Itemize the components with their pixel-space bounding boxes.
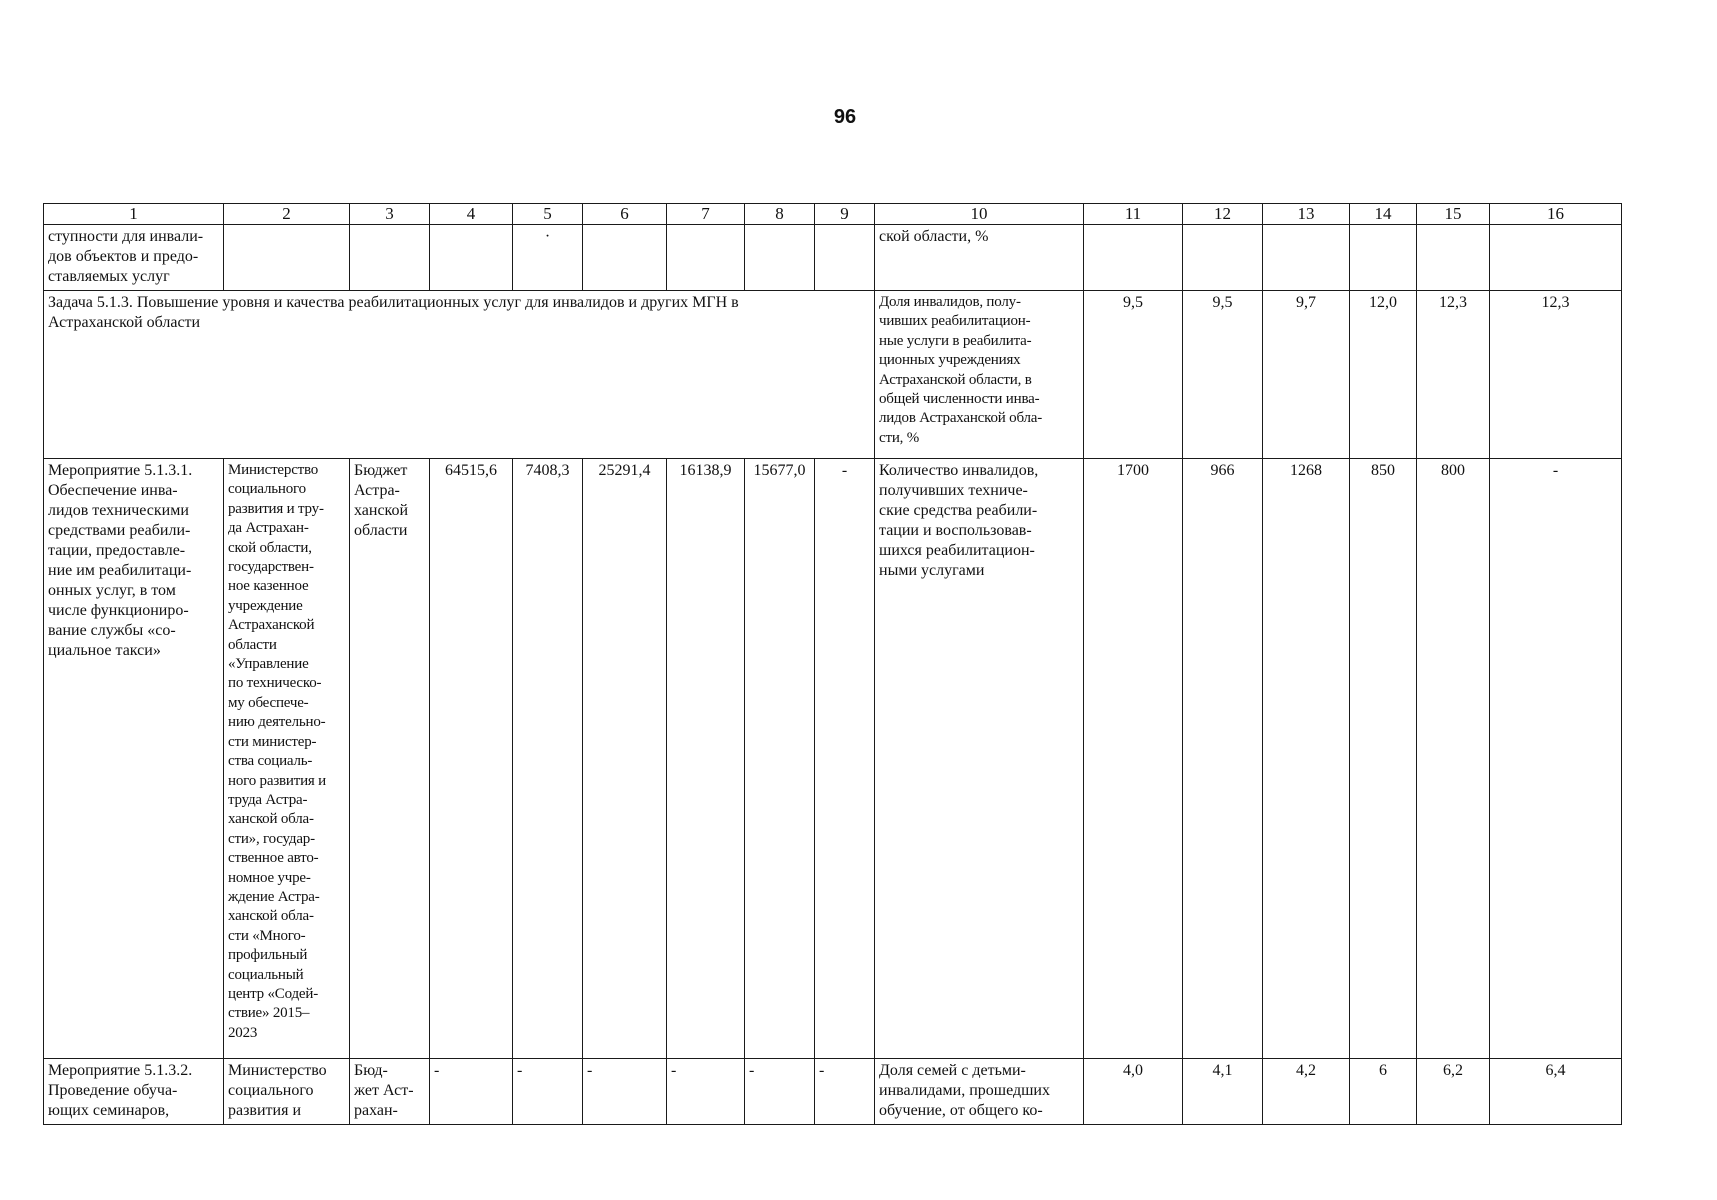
- measure-1-value-14: 850: [1350, 459, 1417, 1059]
- measure-2-finance-6: -: [583, 1059, 667, 1125]
- column-number-row: [44, 204, 1622, 225]
- measure-1-executor-cell: Министерство социального развития и тру- да Астрахан- ской области, государствен- ное казенное учреждение Астраханской области «Управление по техническо- му обеспече- нию деятельно- сти министер- ства социаль- ного развития и труда Астра- ханской обла- сти», государ- ственное авто- номное учре- ждение Астра- ханской обла- сти «Много- профильный социальный центр «Содей- ствие» 2015– 2023: [224, 459, 350, 1059]
- measure-2-name-cell: Мероприятие 5.1.3.2. Проведение обуча- ющих семинаров,: [44, 1059, 224, 1125]
- col-header-3: 3: [350, 204, 430, 225]
- measure-2-finance-8: -: [745, 1059, 815, 1125]
- measure-2-value-14: 6: [1350, 1059, 1417, 1125]
- measure-1-finance-5: 7408,3: [513, 459, 583, 1059]
- col-header-6: 6: [583, 204, 667, 225]
- col-header-1: 1: [44, 204, 224, 225]
- table-row-measure-5-1-3-2: [44, 1059, 1622, 1125]
- measure-2-value-12: 4,1: [1183, 1059, 1263, 1125]
- program-table: [43, 203, 1622, 1125]
- measure-2-indicator-cell: Доля семей с детьми- инвалидами, прошедших обучение, от общего ко-: [875, 1059, 1084, 1125]
- page-number: 96: [833, 106, 857, 128]
- measure-1-value-13: 1268: [1263, 459, 1350, 1059]
- col-header-12: 12: [1183, 204, 1263, 225]
- col-header-15: 15: [1417, 204, 1490, 225]
- measure-2-source-cell: Бюд- жет Аст- рахан-: [350, 1059, 430, 1125]
- task-value-15: 12,3: [1417, 291, 1490, 459]
- measure-2-value-15: 6,2: [1417, 1059, 1490, 1125]
- col-header-8: 8: [745, 204, 815, 225]
- measure-1-value-11: 1700: [1084, 459, 1183, 1059]
- measure-1-source-cell: Бюджет Астра- ханской области: [350, 459, 430, 1059]
- col-header-7: 7: [667, 204, 745, 225]
- table-row-task-5-1-3: [44, 291, 1622, 459]
- measure-1-finance-7: 16138,9: [667, 459, 745, 1059]
- task-value-14: 12,0: [1350, 291, 1417, 459]
- task-value-11: 9,5: [1084, 291, 1183, 459]
- task-value-12: 9,5: [1183, 291, 1263, 459]
- col-header-10: 10: [875, 204, 1084, 225]
- col-header-5: 5: [513, 204, 583, 225]
- col-header-2: 2: [224, 204, 350, 225]
- measure-2-executor-cell: Министерство социального развития и: [224, 1059, 350, 1125]
- col-header-13: 13: [1263, 204, 1350, 225]
- measure-1-indicator-cell: Количество инвалидов, получивших техниче- ские средства реабили- тации и воспользовав- шихся реабилитацион- ными услугами: [875, 459, 1084, 1059]
- task-value-16: 12,3: [1490, 291, 1622, 459]
- col-header-14: 14: [1350, 204, 1417, 225]
- table-row-continuation: [44, 225, 1622, 291]
- measure-1-finance-6: 25291,4: [583, 459, 667, 1059]
- measure-2-finance-7: -: [667, 1059, 745, 1125]
- task-value-13: 9,7: [1263, 291, 1350, 459]
- measure-2-value-13: 4,2: [1263, 1059, 1350, 1125]
- measure-1-value-12: 966: [1183, 459, 1263, 1059]
- col-header-11: 11: [1084, 204, 1183, 225]
- measure-1-name-cell: Мероприятие 5.1.3.1. Обеспечение инва- лидов техническими средствами реабили- тации, предоставле- ние им реабилитаци- онных услуг, в том числе функциониро- вание службы «со- циальное такси»: [44, 459, 224, 1059]
- task-indicator-cell: Доля инвалидов, полу- чивших реабилитацион- ные услуги в реабилита- ционных учреждениях Астраханской области, в общей численности инва- лидов Астраханской обла- сти, %: [875, 291, 1084, 459]
- measure-1-value-15: 800: [1417, 459, 1490, 1059]
- measure-1-finance-8: 15677,0: [745, 459, 815, 1059]
- measure-1-finance-9: -: [815, 459, 875, 1059]
- table-row-measure-5-1-3-1: [44, 459, 1622, 1059]
- col-header-16: 16: [1490, 204, 1622, 225]
- col-header-4: 4: [430, 204, 513, 225]
- measure-2-value-16: 6,4: [1490, 1059, 1622, 1125]
- measure-2-finance-9: -: [815, 1059, 875, 1125]
- continued-indicator-cell: ской области, %: [875, 225, 1084, 291]
- task-title-cell: Задача 5.1.3. Повышение уровня и качества реабилитационных услуг для инвалидов и других МГН в Астраханской области: [44, 291, 875, 459]
- continued-name-cell: ступности для инвали- дов объектов и предо- ставляемых услуг: [44, 225, 224, 291]
- col-header-9: 9: [815, 204, 875, 225]
- measure-2-finance-total: -: [430, 1059, 513, 1125]
- measure-2-value-11: 4,0: [1084, 1059, 1183, 1125]
- measure-1-value-16: -: [1490, 459, 1622, 1059]
- measure-2-finance-5: -: [513, 1059, 583, 1125]
- measure-1-finance-total: 64515,6: [430, 459, 513, 1059]
- stray-mark: ·: [513, 225, 583, 291]
